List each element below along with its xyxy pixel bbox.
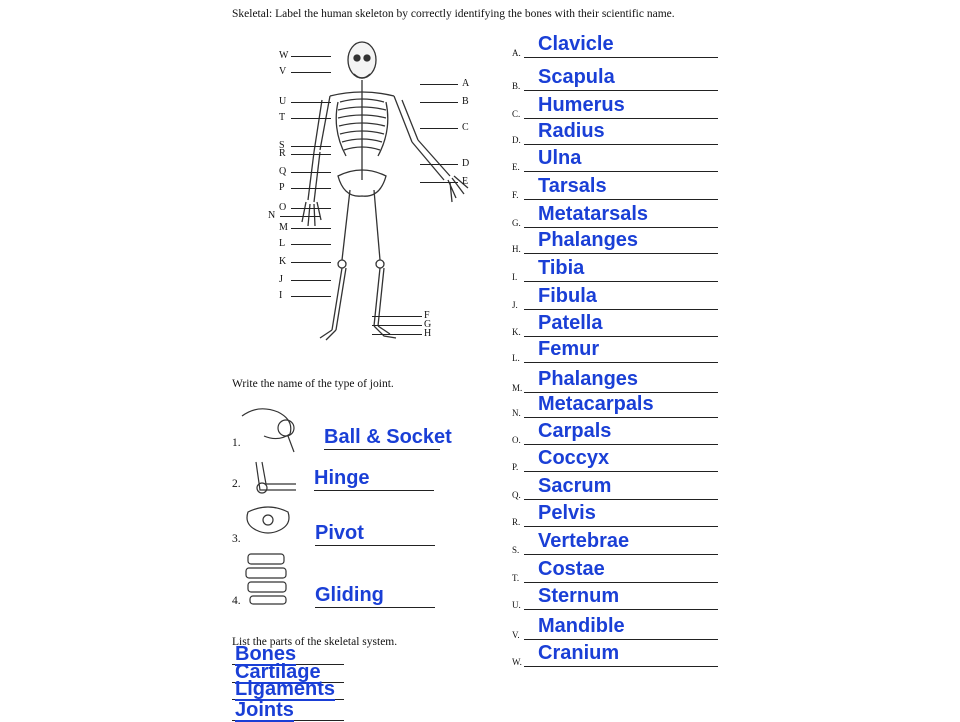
joint-number: 3. <box>232 533 241 545</box>
leader-line <box>291 72 331 73</box>
bone-row-letter: P. <box>512 462 519 472</box>
answer-blank <box>315 545 435 546</box>
bone-row-letter: K. <box>512 327 521 337</box>
skeleton-letter: C <box>462 122 469 133</box>
leader-line <box>280 216 320 217</box>
joint-answer[interactable]: Ball & Socket <box>324 426 452 448</box>
bone-row-letter: U. <box>512 600 521 610</box>
leader-line <box>291 208 331 209</box>
answer-blank <box>524 57 718 58</box>
leader-line <box>291 280 331 281</box>
bone-row-letter: V. <box>512 630 520 640</box>
bone-answer[interactable]: Metatarsals <box>538 203 649 225</box>
leader-line <box>291 296 331 297</box>
answer-blank <box>524 417 718 418</box>
bone-answer[interactable]: Mandible <box>538 615 625 637</box>
answer-blank <box>524 253 718 254</box>
skeleton-letter: R <box>279 148 286 159</box>
answer-blank <box>524 639 718 640</box>
bone-answer[interactable]: Coccyx <box>538 447 610 469</box>
leader-line <box>291 228 331 229</box>
skeleton-letter: H <box>424 328 432 339</box>
bone-row-letter: D. <box>512 135 521 145</box>
answer-blank <box>524 144 718 145</box>
answer-blank <box>524 90 718 91</box>
leader-line <box>420 182 458 183</box>
skeleton-letter: Q <box>279 166 287 177</box>
answer-blank <box>524 199 718 200</box>
bone-row-letter: T. <box>512 573 520 583</box>
bone-row-letter: L. <box>512 353 520 363</box>
bone-answer[interactable]: Phalanges <box>538 229 639 251</box>
answer-blank <box>324 449 440 450</box>
bone-row-letter: S. <box>512 545 520 555</box>
bone-row-letter: E. <box>512 162 520 172</box>
bone-row-letter: W. <box>512 657 522 667</box>
answer-blank <box>524 227 718 228</box>
part-answer[interactable]: Joints <box>235 699 294 721</box>
answer-blank <box>524 609 718 610</box>
answer-blank <box>524 666 718 667</box>
bone-answer[interactable]: Femur <box>538 338 600 360</box>
answer-blank <box>524 554 718 555</box>
part-answer[interactable]: Bones <box>235 643 297 665</box>
leader-line <box>291 262 331 263</box>
answer-blank <box>524 526 718 527</box>
answer-blank <box>524 582 718 583</box>
bone-answer[interactable]: Pelvis <box>538 502 596 524</box>
skeleton-letter: U <box>279 96 287 107</box>
leader-line <box>420 102 458 103</box>
worksheet-title: Skeletal: Label the human skeleton by correctly identifying the bones with their scientific name. <box>232 8 675 20</box>
skeleton-letter: I <box>279 290 283 301</box>
joint-number: 2. <box>232 478 241 490</box>
skeleton-letter: N <box>268 210 276 221</box>
joint-illustrations <box>238 402 298 612</box>
leader-line <box>420 128 458 129</box>
leader-line <box>291 154 331 155</box>
bone-answer[interactable]: Cranium <box>538 642 620 664</box>
bone-answer[interactable]: Scapula <box>538 66 615 88</box>
bone-answer[interactable]: Ulna <box>538 147 582 169</box>
skeleton-letter: T <box>279 112 286 123</box>
skeleton-letter: G <box>424 319 432 330</box>
leader-line <box>372 334 422 335</box>
part-answer[interactable]: Cartilage <box>235 661 321 683</box>
answer-blank <box>524 362 718 363</box>
answer-blank <box>524 499 718 500</box>
answer-blank <box>524 281 718 282</box>
leader-line <box>420 84 458 85</box>
bone-answer[interactable]: Clavicle <box>538 33 614 55</box>
bone-answer[interactable]: Sternum <box>538 585 620 607</box>
answer-blank <box>524 444 718 445</box>
leader-line <box>372 325 422 326</box>
answer-blank <box>524 471 718 472</box>
bone-row-letter: I. <box>512 272 518 282</box>
bone-row-letter: R. <box>512 517 521 527</box>
bone-answer[interactable]: Metacarpals <box>538 393 654 415</box>
bone-row-letter: C. <box>512 109 521 119</box>
leader-line <box>291 188 331 189</box>
answer-blank <box>314 490 434 491</box>
bone-answer[interactable]: Carpals <box>538 420 612 442</box>
skeleton-letter: L <box>279 238 286 249</box>
skeleton-letter: V <box>279 66 287 77</box>
skeleton-letter: A <box>462 78 470 89</box>
skeleton-letter: J <box>279 274 283 285</box>
answer-blank <box>524 336 718 337</box>
leader-line <box>291 56 331 57</box>
bone-answer[interactable]: Humerus <box>538 94 625 116</box>
joint-answer[interactable]: Hinge <box>314 467 370 489</box>
bone-answer[interactable]: Vertebrae <box>538 530 630 552</box>
skeleton-letter: W <box>279 50 289 61</box>
joints-heading: Write the name of the type of joint. <box>232 378 394 390</box>
leader-line <box>372 316 422 317</box>
skeleton-diagram <box>262 30 492 350</box>
parts-heading: List the parts of the skeletal system. <box>232 636 398 648</box>
bone-row-letter: O. <box>512 435 521 445</box>
skeleton-letter: S <box>279 140 285 151</box>
bone-row-letter: F. <box>512 190 519 200</box>
answer-blank <box>524 171 718 172</box>
skeleton-letter: D <box>462 158 470 169</box>
bone-row-letter: A. <box>512 48 521 58</box>
skeleton-letter: E <box>462 176 469 187</box>
bone-row-letter: Q. <box>512 490 521 500</box>
bone-answer[interactable]: Phalanges <box>538 368 639 390</box>
bone-answer[interactable]: Radius <box>538 120 605 142</box>
leader-line <box>291 244 331 245</box>
bone-row-letter: H. <box>512 244 521 254</box>
bone-answer[interactable]: Tibia <box>538 257 585 279</box>
leader-line <box>291 146 331 147</box>
bone-answer[interactable]: Patella <box>538 312 603 334</box>
joint-answer[interactable]: Gliding <box>315 584 384 606</box>
skeleton-letter: P <box>279 182 285 193</box>
bone-answer[interactable]: Sacrum <box>538 475 612 497</box>
leader-line <box>291 118 331 119</box>
bone-row-letter: M. <box>512 383 523 393</box>
skeleton-letter: K <box>279 256 287 267</box>
bone-row-letter: B. <box>512 81 521 91</box>
joint-number: 4. <box>232 595 241 607</box>
bone-answer[interactable]: Tarsals <box>538 175 607 197</box>
part-answer[interactable]: Ligaments <box>235 678 336 700</box>
answer-blank <box>524 309 718 310</box>
skeleton-letter: O <box>279 202 287 213</box>
skeleton-letter: B <box>462 96 469 107</box>
skeleton-letter: F <box>424 310 430 321</box>
bone-row-letter: N. <box>512 408 521 418</box>
joint-number: 1. <box>232 437 241 449</box>
leader-line <box>291 102 331 103</box>
bone-row-letter: G. <box>512 218 521 228</box>
bone-answer[interactable]: Fibula <box>538 285 597 307</box>
bone-answer[interactable]: Costae <box>538 558 605 580</box>
leader-line <box>291 172 331 173</box>
leader-line <box>420 164 458 165</box>
answer-blank <box>315 607 435 608</box>
joint-answer[interactable]: Pivot <box>315 522 364 544</box>
bone-row-letter: J. <box>512 300 518 310</box>
skeleton-letter: M <box>279 222 288 233</box>
answer-blank <box>524 118 718 119</box>
